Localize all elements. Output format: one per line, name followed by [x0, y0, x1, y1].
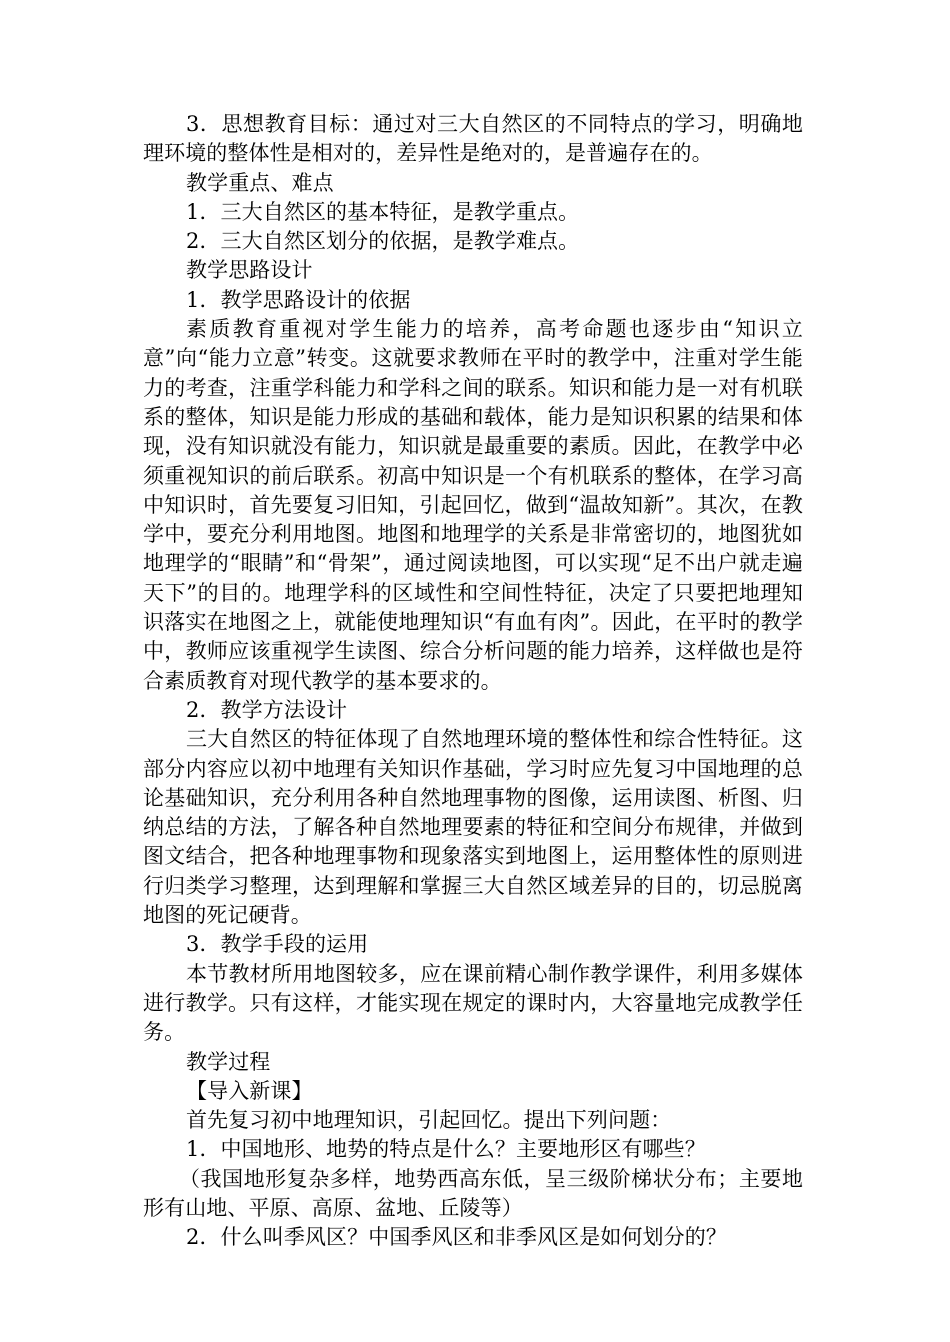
subheading-design-basis: 1．教学思路设计的依据	[186, 287, 411, 312]
heading-process: 教学过程	[186, 1049, 271, 1074]
paragraph-means: 本节教材所用地图较多，应在课前精心制作教学课件，利用多媒体进行教学。只有这样，才能实现在规定的课时内，大容量地完成教学任务。	[143, 961, 803, 1045]
paragraph-design-basis: 素质教育重视对学生能力的培养，高考命题也逐步由“知识立意”向“能力立意”转变。这就要求教师在平时的教学中，注重对学生能力的考查，注重学科能力和学科之间的联系。知识和能力是一对有机联系的整体，知识是能力形成的基础和载体，能力是知识积累的结果和体现，没有知识就没有能力，知识就是最重要的素质。因此，在教学中必须重视知识的前后联系。初高中知识是一个有机联系的整体，在学习高中知识时，首先要复习旧知，引起回忆，做到“温故知新”。其次，在教学中，要充分利用地图。地图和地理学的关系是非常密切的，地图犹如地理学的“眼睛”和“骨架”，通过阅读地图，可以实现“足不出户就走遍天下”的目的。地理学科的区域性和空间性特征，决定了只要把地理知识落实在地图之上，就能使地理知识“有血有肉”。因此，在平时的教学中，教师应该重视学生读图、综合分析问题的能力培养，这样做也是符合素质教育对现代教学的基本要求的。	[143, 317, 803, 693]
question-2: 2．什么叫季风区？中国季风区和非季风区是如何划分的？	[186, 1225, 727, 1250]
list-item-difficult-point: 2．三大自然区划分的依据，是教学难点。	[186, 229, 580, 254]
heading-design: 教学思路设计	[186, 258, 313, 283]
question-1: 1．中国地形、地势的特点是什么？主要地形区有哪些？	[186, 1137, 706, 1162]
heading-key-points: 教学重点、难点	[186, 170, 334, 195]
paragraph-review: 首先复习初中地理知识，引起回忆。提出下列问题：	[186, 1108, 672, 1133]
subheading-means: 3．教学手段的运用	[186, 932, 369, 957]
heading-intro-lesson: 【导入新课】	[186, 1078, 313, 1103]
paragraph-method: 三大自然区的特征体现了自然地理环境的整体性和综合性特征。这部分内容应以初中地理有关知识作基础，学习时应先复习中国地理的总论基础知识，充分利用各种自然地理事物的图像，运用读图、析图、归纳总结的方法，了解各种自然地理要素的特征和空间分布规律，并做到图文结合，把各种地理事物和现象落实到地图上，运用整体性的原则进行归类学习整理，达到理解和掌握三大自然区域差异的目的，切忌脱离地图的死记硬背。	[143, 727, 803, 928]
document-page	[143, 110, 803, 1253]
paragraph-moral-objective: 3．思想教育目标：通过对三大自然区的不同特点的学习，明确地理环境的整体性是相对的，差异性是绝对的，是普遍存在的。	[143, 112, 803, 166]
list-item-key-point: 1．三大自然区的基本特征，是教学重点。	[186, 199, 580, 224]
answer-1: （我国地形复杂多样，地势西高东低，呈三级阶梯状分布；主要地形有山地、平原、高原、盆地、丘陵等）	[143, 1166, 803, 1220]
subheading-method: 2．教学方法设计	[186, 697, 348, 722]
